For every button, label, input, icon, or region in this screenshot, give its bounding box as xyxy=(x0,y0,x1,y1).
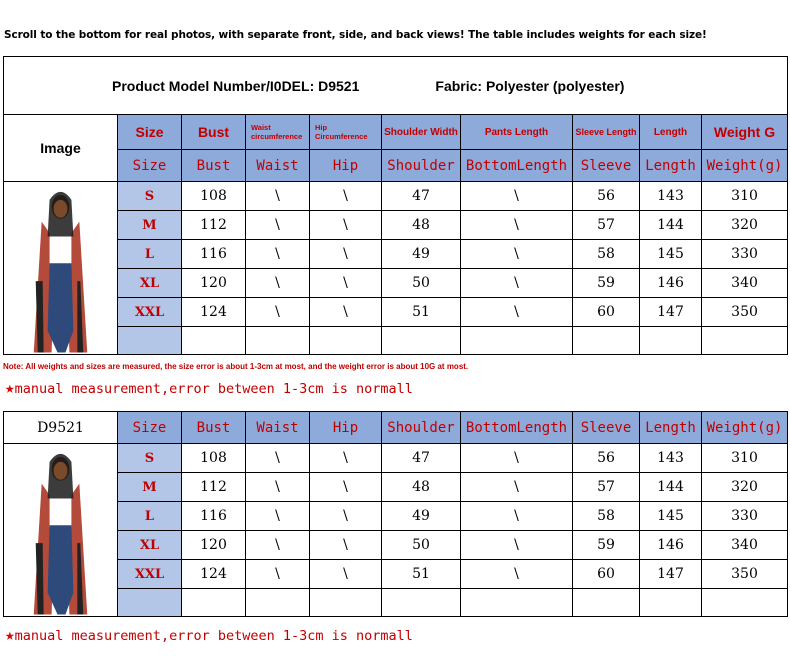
bust-cell: 120 xyxy=(182,531,246,560)
bottom-length-header: BottomLength xyxy=(461,150,573,182)
size-cell: XXL xyxy=(118,298,182,327)
size-cell: XL xyxy=(118,269,182,298)
shoulder-cell: 51 xyxy=(382,560,461,589)
length-cell: 146 xyxy=(640,269,702,298)
waist-cell: \ xyxy=(246,444,310,473)
sleeve-header-en: Sleeve Length xyxy=(573,115,640,150)
weight-cell: 330 xyxy=(702,502,788,531)
waist-cell: \ xyxy=(246,240,310,269)
length-cell: 146 xyxy=(640,531,702,560)
bust-cell: 112 xyxy=(182,473,246,502)
shoulder-cell: 50 xyxy=(382,269,461,298)
size-cell: XL xyxy=(118,531,182,560)
weight-cell: 330 xyxy=(702,240,788,269)
empty-cell xyxy=(640,327,702,355)
size-cell: S xyxy=(118,444,182,473)
empty-cell xyxy=(573,327,640,355)
length-cell: 147 xyxy=(640,560,702,589)
bottom-length-header: BottomLength xyxy=(461,412,573,444)
waist-cell: \ xyxy=(246,182,310,211)
bottom-length-cell: \ xyxy=(461,473,573,502)
weight-cell: 350 xyxy=(702,298,788,327)
hip-cell: \ xyxy=(310,531,382,560)
size-chart-table-1 xyxy=(3,56,788,355)
hip-header: Hip xyxy=(310,412,382,444)
shoulder-cell: 47 xyxy=(382,444,461,473)
bust-cell: 116 xyxy=(182,502,246,531)
shoulder-header: Shoulder xyxy=(382,150,461,182)
manual-note-1 xyxy=(5,378,413,397)
bottom-length-cell: \ xyxy=(461,182,573,211)
bottom-length-cell: \ xyxy=(461,240,573,269)
bottom-length-cell: \ xyxy=(461,560,573,589)
sleeve-cell: 57 xyxy=(573,473,640,502)
hip-header-en: Hip Circumference xyxy=(310,115,382,150)
waist-cell: \ xyxy=(246,531,310,560)
waist-cell: \ xyxy=(246,473,310,502)
hip-cell: \ xyxy=(310,182,382,211)
bust-cell: 112 xyxy=(182,211,246,240)
hip-header: Hip xyxy=(310,150,382,182)
weight-cell: 320 xyxy=(702,211,788,240)
sleeve-header: Sleeve xyxy=(573,412,640,444)
empty-cell xyxy=(461,589,573,617)
empty-cell xyxy=(182,327,246,355)
empty-cell xyxy=(702,589,788,617)
bust-header-en: Bust xyxy=(182,115,246,150)
star-icon: ★ xyxy=(5,625,15,644)
star-icon: ★ xyxy=(5,378,15,397)
size-cell: M xyxy=(118,473,182,502)
size-chart-table-2 xyxy=(3,411,788,617)
length-cell: 144 xyxy=(640,473,702,502)
bottom-length-cell: \ xyxy=(461,531,573,560)
empty-cell xyxy=(310,589,382,617)
length-cell: 147 xyxy=(640,298,702,327)
sleeve-cell: 56 xyxy=(573,444,640,473)
length-cell: 143 xyxy=(640,444,702,473)
shoulder-cell: 48 xyxy=(382,211,461,240)
waist-cell: \ xyxy=(246,560,310,589)
bottom-length-cell: \ xyxy=(461,211,573,240)
manual-note-2 xyxy=(5,625,413,644)
bust-cell: 124 xyxy=(182,298,246,327)
product-photo-cell xyxy=(4,444,118,617)
weight-cell: 340 xyxy=(702,531,788,560)
waist-cell: \ xyxy=(246,211,310,240)
waist-header-en: Waist circumference xyxy=(246,115,310,150)
empty-cell xyxy=(382,589,461,617)
weight-cell: 310 xyxy=(702,182,788,211)
empty-cell xyxy=(246,589,310,617)
shoulder-cell: 51 xyxy=(382,298,461,327)
waist-cell: \ xyxy=(246,502,310,531)
weight-cell: 350 xyxy=(702,560,788,589)
bust-cell: 116 xyxy=(182,240,246,269)
empty-cell xyxy=(382,327,461,355)
sleeve-cell: 60 xyxy=(573,298,640,327)
waist-header: Waist xyxy=(246,412,310,444)
sleeve-cell: 58 xyxy=(573,502,640,531)
hip-cell: \ xyxy=(310,240,382,269)
sleeve-header: Sleeve xyxy=(573,150,640,182)
weight-header: Weight(g) xyxy=(702,150,788,182)
empty-size-cell xyxy=(118,327,182,355)
shoulder-cell: 48 xyxy=(382,473,461,502)
shoulder-cell: 49 xyxy=(382,240,461,269)
model-photo xyxy=(4,182,117,354)
bottom-length-cell: \ xyxy=(461,444,573,473)
empty-cell xyxy=(461,327,573,355)
shoulder-header: Shoulder xyxy=(382,412,461,444)
bottom-length-cell: \ xyxy=(461,502,573,531)
shoulder-header-en: Shoulder Width xyxy=(382,115,461,150)
top-note: Scroll to the bottom for real photos, with separate front, side, and back views! The table includes weights for each size! xyxy=(4,29,707,41)
empty-cell xyxy=(246,327,310,355)
size-header: Size xyxy=(118,150,182,182)
shoulder-cell: 49 xyxy=(382,502,461,531)
bust-cell: 124 xyxy=(182,560,246,589)
empty-cell xyxy=(182,589,246,617)
length-header: Length xyxy=(640,412,702,444)
hip-cell: \ xyxy=(310,560,382,589)
model-code: D9521 xyxy=(4,412,118,444)
empty-cell xyxy=(640,589,702,617)
bust-cell: 108 xyxy=(182,444,246,473)
size-cell: L xyxy=(118,502,182,531)
empty-size-cell xyxy=(118,589,182,617)
size-cell: S xyxy=(118,182,182,211)
hip-cell: \ xyxy=(310,211,382,240)
bust-cell: 108 xyxy=(182,182,246,211)
bust-cell: 120 xyxy=(182,269,246,298)
bottom-length-cell: \ xyxy=(461,269,573,298)
hip-cell: \ xyxy=(310,298,382,327)
hip-cell: \ xyxy=(310,473,382,502)
length-header-en: Length xyxy=(640,115,702,150)
waist-header: Waist xyxy=(246,150,310,182)
shoulder-cell: 50 xyxy=(382,531,461,560)
hip-cell: \ xyxy=(310,269,382,298)
shoulder-cell: 47 xyxy=(382,182,461,211)
waist-cell: \ xyxy=(246,269,310,298)
empty-cell xyxy=(310,327,382,355)
weight-header: Weight(g) xyxy=(702,412,788,444)
length-cell: 145 xyxy=(640,502,702,531)
bottom-length-cell: \ xyxy=(461,298,573,327)
sleeve-cell: 57 xyxy=(573,211,640,240)
product-header-row xyxy=(4,57,788,115)
size-cell: XXL xyxy=(118,560,182,589)
weight-header-en: Weight G xyxy=(702,115,788,150)
length-cell: 144 xyxy=(640,211,702,240)
weight-cell: 340 xyxy=(702,269,788,298)
product-model: Product Model Number/I0DEL: D9521 xyxy=(112,77,360,94)
length-cell: 143 xyxy=(640,182,702,211)
manual-note-text: manual measurement,error between 1-3cm is normall xyxy=(14,628,413,644)
bust-header: Bust xyxy=(182,150,246,182)
size-header: Size xyxy=(118,412,182,444)
weight-cell: 320 xyxy=(702,473,788,502)
bust-header: Bust xyxy=(182,412,246,444)
hip-cell: \ xyxy=(310,502,382,531)
sleeve-cell: 58 xyxy=(573,240,640,269)
pants-header-en: Pants Length xyxy=(461,115,573,150)
sleeve-cell: 56 xyxy=(573,182,640,211)
length-cell: 145 xyxy=(640,240,702,269)
sleeve-cell: 59 xyxy=(573,531,640,560)
sleeve-cell: 59 xyxy=(573,269,640,298)
sleeve-cell: 60 xyxy=(573,560,640,589)
empty-cell xyxy=(573,589,640,617)
fabric: Fabric: Polyester (polyester) xyxy=(435,77,625,94)
manual-note-text: manual measurement,error between 1-3cm is normall xyxy=(14,381,413,397)
product-photo-cell xyxy=(4,182,118,355)
size-cell: M xyxy=(118,211,182,240)
measurement-note: Note: All weights and sizes are measured, the size error is about 1-3cm at most, and the weight error is about 10G at most. xyxy=(3,362,469,371)
waist-cell: \ xyxy=(246,298,310,327)
size-cell: L xyxy=(118,240,182,269)
size-header-en: Size xyxy=(118,115,182,150)
empty-cell xyxy=(702,327,788,355)
hip-cell: \ xyxy=(310,444,382,473)
image-column-header: Image xyxy=(4,115,118,182)
model-photo xyxy=(4,444,117,616)
weight-cell: 310 xyxy=(702,444,788,473)
length-header: Length xyxy=(640,150,702,182)
